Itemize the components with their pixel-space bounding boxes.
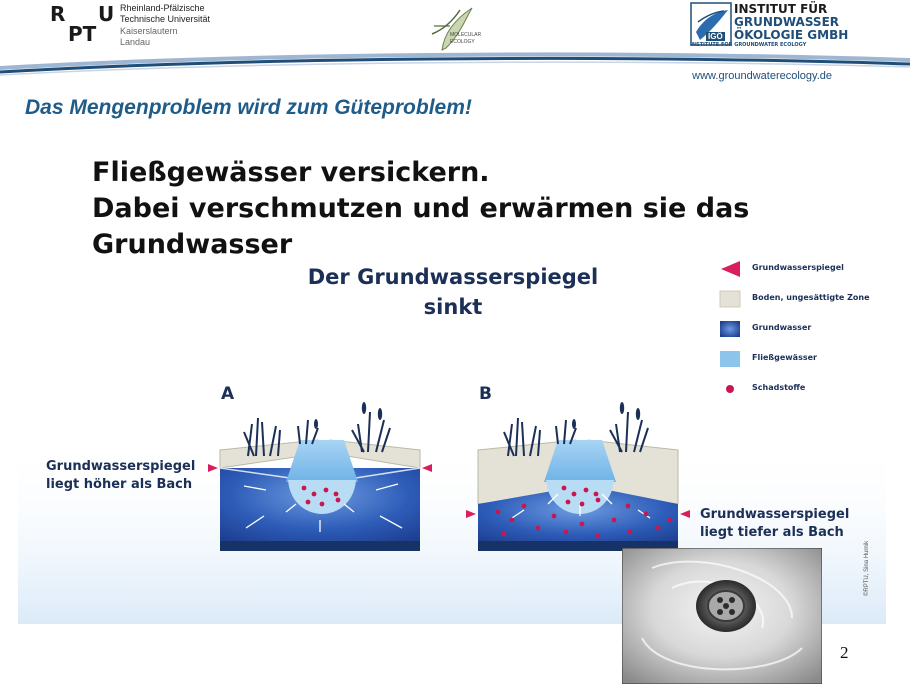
label-higher-than-stream [46,458,195,494]
pollutant-dot [502,532,507,537]
pollutant-dot [596,498,601,503]
stream-swatch-icon [718,350,742,368]
legend-label: Schadstoffe [752,383,806,392]
pollutant-dot [668,518,673,523]
triangle-marker-icon [718,260,742,278]
igo-badge: IGÖ [708,32,723,41]
igo-line-4: INSTITUTE FOR GROUNDWATER ECOLOGY [690,42,807,48]
rptu-letters-pt: PT [68,22,97,46]
groundwater-swatch-icon [718,320,742,338]
slide-title: Das Mengenproblem wird zum Güteproblem! [25,96,472,119]
pollutant-dot [324,488,329,493]
label-right-line-2: liegt tiefer als Bach [700,525,844,540]
rptu-line-4: Landau [120,37,151,47]
figure-title-line-1: Der Grundwasserspiegel [307,265,599,289]
igo-line-3: ÖKOLOGIE GMBH [734,28,849,42]
image-credit: ©RPTU, Sina Hurnik [864,540,870,596]
figure-title-line-2: sinkt [423,295,483,319]
pollutant-dot [564,530,569,535]
panel-a-illustration [220,402,420,551]
pollutant-dot [306,500,311,505]
reed-icon [314,402,382,429]
panel-b-illustration [478,402,678,551]
pollutant-dot [334,492,339,497]
pollutant-dot [594,492,599,497]
label-right-line-1: Grundwasserspiegel [700,507,850,522]
molecular-logo-line-2: ECOLOGY [450,39,475,45]
legend-label: Boden, ungesättigte Zone [752,293,870,302]
pollutant-dot [496,510,501,515]
pollutant-dot [628,530,633,535]
page-number: 2 [840,643,849,662]
label-lower-than-stream [700,506,849,542]
pollutant-dot [612,518,617,523]
pollutant-dot [522,504,527,509]
igo-logo [690,2,849,52]
figure-title [258,262,648,322]
pollutant-dot [536,526,541,531]
pollutant-dot [656,526,661,531]
reed-icon [572,402,640,429]
website-link[interactable]: www.groundwaterecology.de [692,70,832,82]
molecular-logo-line-1: MOLECULAR [450,32,482,38]
label-left-line-2: liegt höher als Bach [46,477,193,492]
headline-line-2: Dabei verschmutzen und erwärmen sie das [92,193,750,224]
pollutant-dot [562,486,567,491]
rptu-letter-r: R [50,2,66,26]
panel-label-b: B [479,384,492,404]
legend-label: Grundwasser [752,323,812,332]
headline-line-3: Grundwasser [92,229,293,260]
pollutant-dot-icon [718,380,742,398]
pollutant-dot [572,492,577,497]
drain-photo [622,548,822,684]
panel-label-a: A [221,384,235,404]
pollutant-dot [336,498,341,503]
rptu-logo [48,2,228,50]
pollutant-dot [552,514,557,519]
pollutant-dot [580,502,585,507]
legend-label: Grundwasserspiegel [752,263,844,272]
pollutant-dot [596,534,601,539]
rptu-line-3: Kaiserslautern [120,26,178,36]
rptu-line-1: Rheinland-Pfälzische [120,3,205,13]
headline-line-1: Fließgewässer versickern. [92,157,490,188]
pollutant-dot [566,500,571,505]
legend-label: Fließgewässer [752,353,817,362]
headline [92,155,812,263]
rptu-letter-u: U [98,2,115,26]
pollutant-dot [312,492,317,497]
pollutant-dot [580,522,585,527]
pollutant-dot [626,504,631,509]
pollutant-dot [584,488,589,493]
rptu-line-2: Technische Universität [120,14,211,24]
soil-swatch-icon [718,290,742,308]
igo-line-2: GRUNDWASSER [734,15,840,29]
label-left-line-1: Grundwasserspiegel [46,459,196,474]
pollutant-dot [510,518,515,523]
pollutant-dot [644,512,649,517]
molecular-ecology-logo [420,4,490,52]
pollutant-dot [302,486,307,491]
pollutant-dot [320,502,325,507]
igo-line-1: INSTITUT FÜR [734,2,828,16]
